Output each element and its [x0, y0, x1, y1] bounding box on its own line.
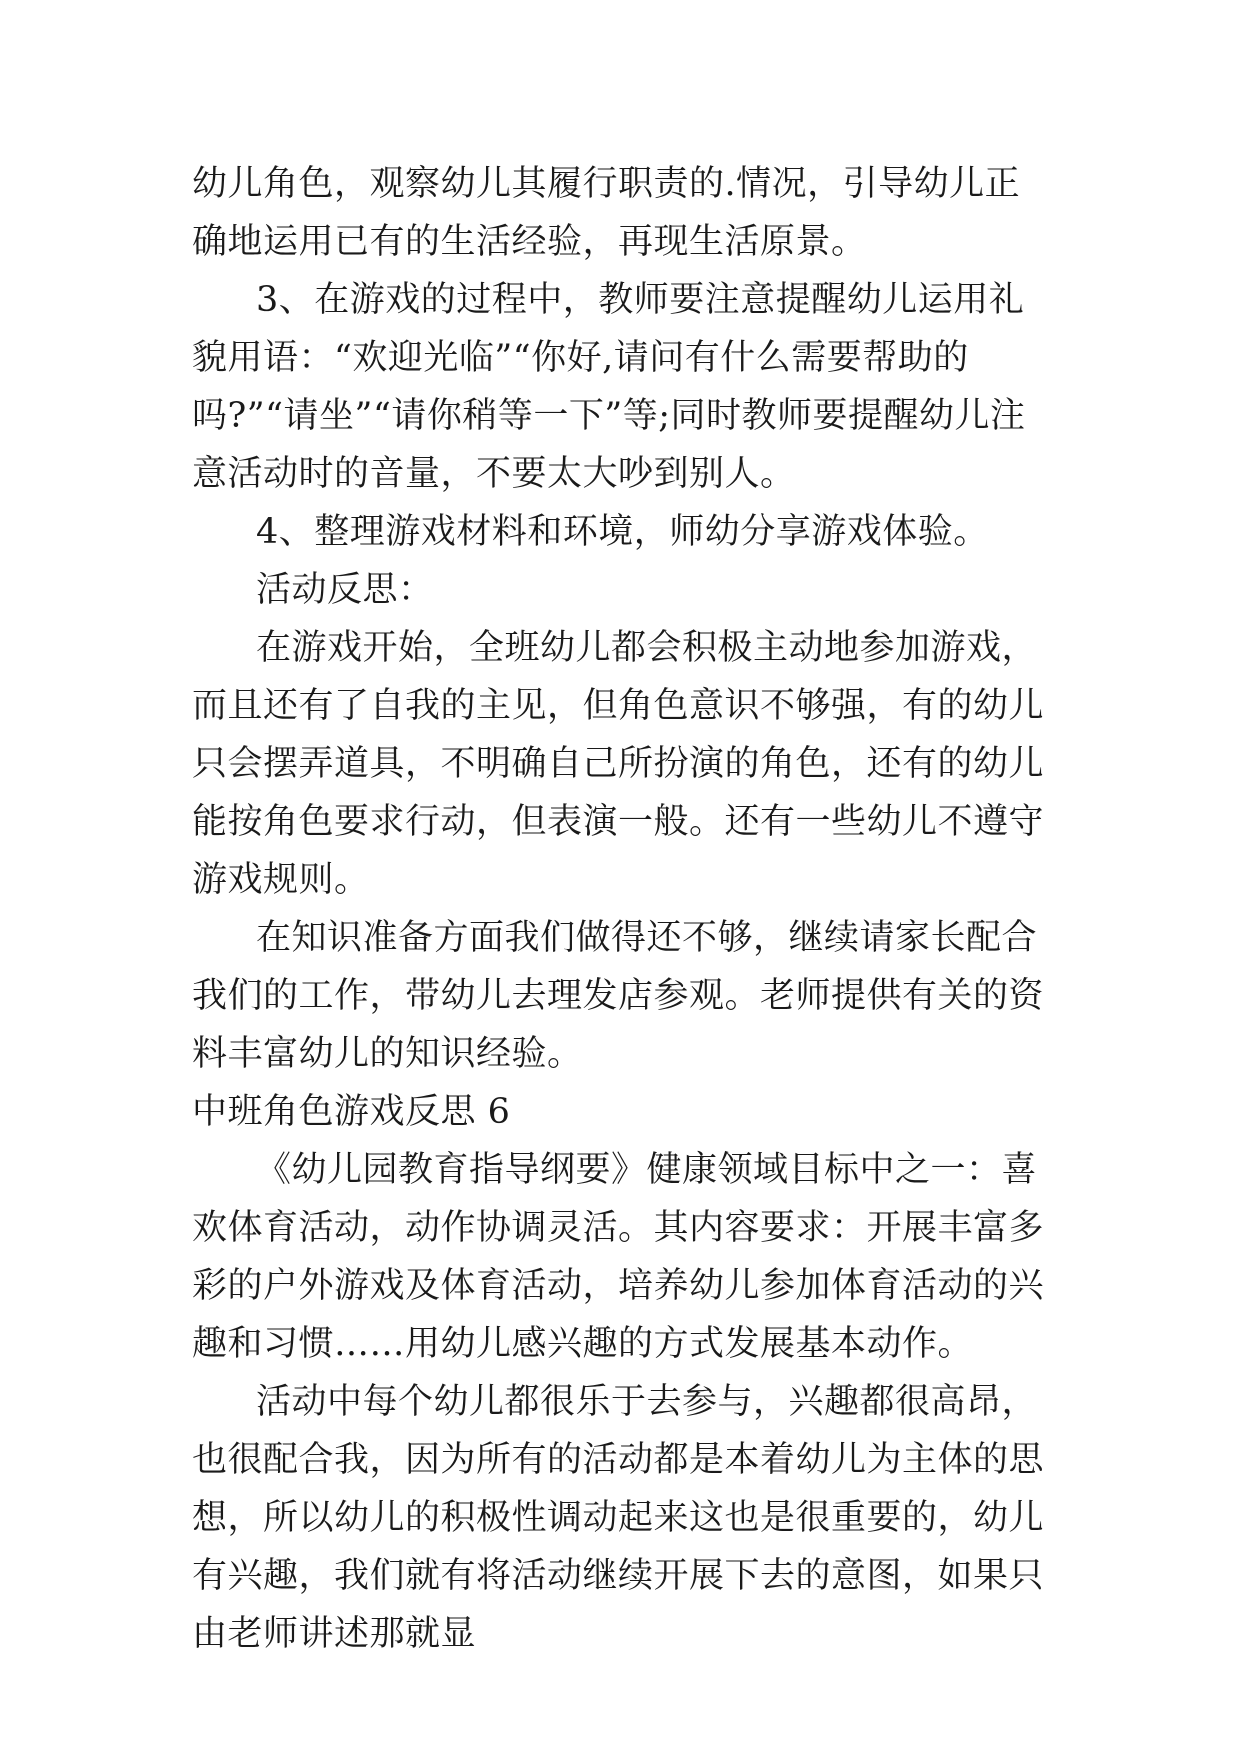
- reflection-label: 活动反思：: [256, 570, 434, 610]
- section-heading: 中班角色游戏反思 6: [192, 1092, 511, 1132]
- paragraph-reflection-2: 在知识准备方面我们做得还不够，继续请家长配合我们的工作，带幼儿去理发店参观。老师提供有关的资料丰富幼儿的知识经验。: [192, 918, 1045, 1074]
- paragraph-guideline: 《幼儿园教育指导纲要》健康领域目标中之一：喜欢体育活动，动作协调灵活。其内容要求：开展丰富多彩的户外游戏及体育活动，培养幼儿参加体育活动的兴趣和习惯……用幼儿感兴趣的方式发展基本动作。: [192, 1150, 1045, 1364]
- paragraph-continuation: 幼儿角色，观察幼儿其履行职责的.情况，引导幼儿正确地运用已有的生活经验，再现生活原景。: [192, 164, 1021, 262]
- paragraph-reflection-1: 在游戏开始，全班幼儿都会积极主动地参加游戏，而且还有了自我的主见，但角色意识不够强，有的幼儿只会摆弄道具，不明确自己所扮演的角色，还有的幼儿能按角色要求行动，但表演一般。还有一些幼儿不遵守游戏规则。: [192, 628, 1045, 900]
- paragraph-step-4: 4、整理游戏材料和环境，师幼分享游戏体验。: [256, 512, 989, 552]
- document-body: [192, 155, 1052, 1663]
- paragraph-activity: 活动中每个幼儿都很乐于去参与，兴趣都很高昂，也很配合我，因为所有的活动都是本着幼儿为主体的思想，所以幼儿的积极性调动起来这也是很重要的，幼儿有兴趣，我们就有将活动继续开展下去的意图，如果只由老师讲述那就显: [192, 1382, 1045, 1654]
- paragraph-step-3: 3、在游戏的过程中，教师要注意提醒幼儿运用礼貌用语：“欢迎光临”“你好,请问有什么需要帮助的吗?”“请坐”“请你稍等一下”等;同时教师要提醒幼儿注意活动时的音量，不要太大吵到别人。: [192, 280, 1026, 494]
